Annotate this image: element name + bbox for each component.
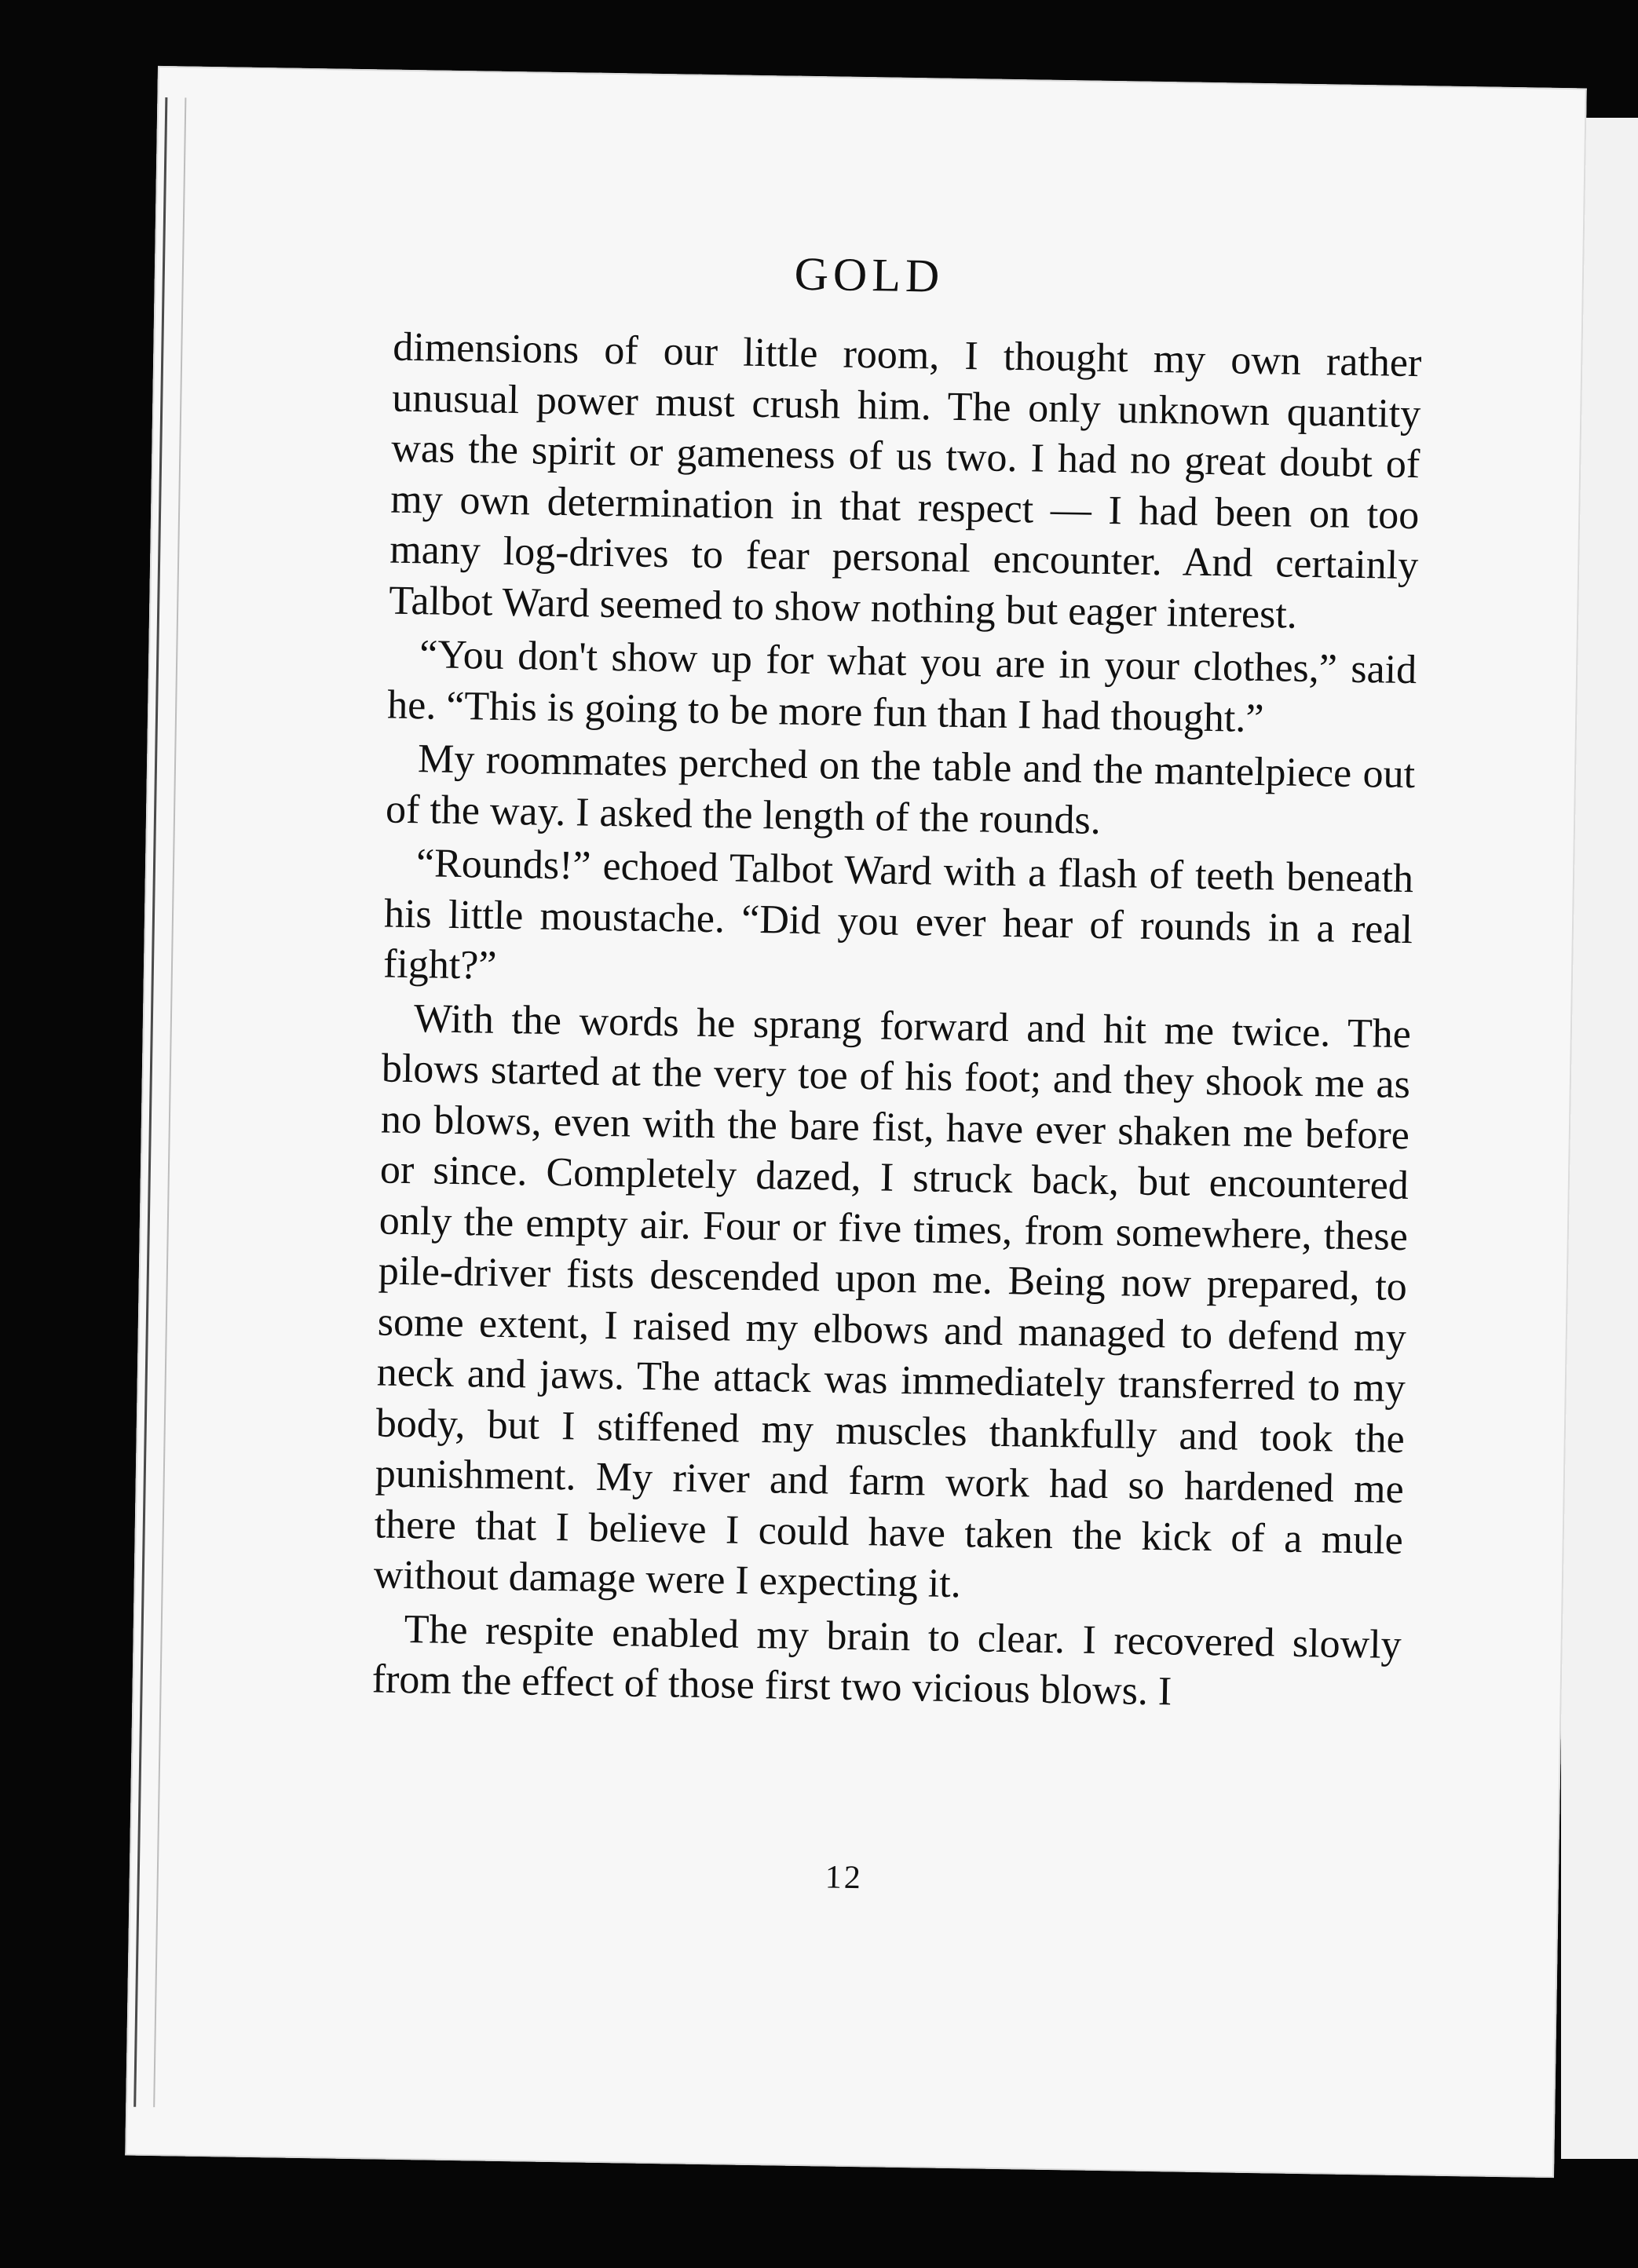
page-number: 12 [824,1859,864,1897]
paragraph: “You don't show up for what you are in your clothes,” said he. “This is going to be more fun than I had thought.” [386,632,1417,741]
body-text [371,323,1422,1725]
paragraph: dimensions of our little room, I thought my own rather unusual power must crush him. The only unknown quantity was the spirit or gameness of us two. I had no great doubt of my own determination in that respect — I had been on too many log-drives to fear personal encounter. And certainly Talbot Ward seemed to show nothing but eager interest. [388,324,1422,637]
paragraph: My roommates perched on the table and the mantelpiece out of the way. I asked the length of the rounds. [385,736,1416,843]
book-page [125,66,1587,2178]
running-head: GOLD [794,247,945,302]
paragraph: The respite enabled my brain to clear. I recovered slowly from the effect of those first two vicious blows. I [371,1606,1402,1715]
paragraph: “Rounds!” echoed Talbot Ward with a flash of teeth beneath his little moustache. “Did you ever hear of rounds in a real fight?” [382,841,1414,988]
paragraph: With the words he sprang forward and hit me twice. The blows started at the very toe of his foot; and they shook me as no blows, even with the bare fist, have ever shaken me before or since. Completely dazed, I struck back, but encountered only the empty air. Four or five times, from somewhere, these pile-driver fists descended upon me. Being now prepared, to some extent, I raised my elbows and managed to defend my neck and jaws. The attack was immediately transferred to my body, but I stiffened my muscles thankfully and took the punishment. My river and farm work had so hardened me there that I believe I could have taken the kick of a mule without damage were I expecting it. [373,995,1412,1607]
page-binding-edge [133,97,186,2107]
